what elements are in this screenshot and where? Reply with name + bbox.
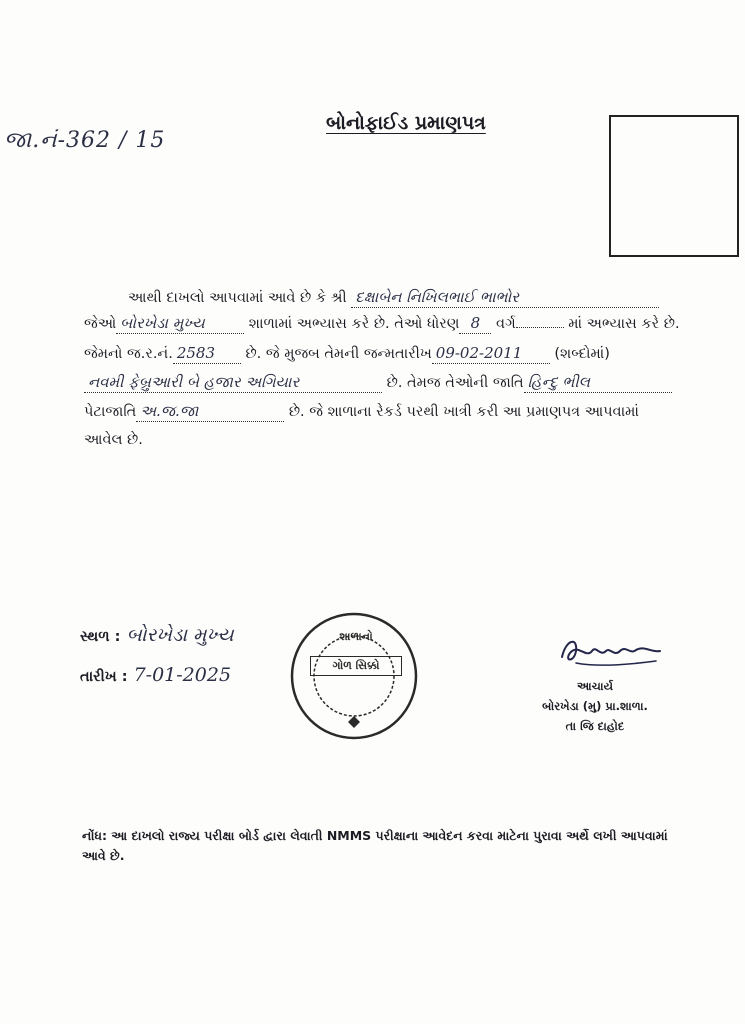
line2-suffix: માં અભ્યાસ કરે છે.: [568, 316, 680, 332]
line4-mid: છે. તેમજ તેઓની જાતિ: [386, 375, 524, 391]
page-title: બોનોફાઈડ પ્રમાણપત્ર: [326, 112, 486, 134]
stamp-line-1: શાળાનો: [339, 630, 373, 643]
body-line-1: [128, 287, 659, 308]
date-label: તારીખ :: [80, 669, 128, 685]
date-value: 7-01-2025: [133, 664, 232, 686]
line2-mid: શાળામાં અભ્યાસ કરે છે. તેઓ ધોરણ: [248, 316, 460, 332]
line3-prefix: જેમનો જ.ર.નં.: [84, 346, 173, 362]
caste-value: હિન્દુ ભીલ: [524, 372, 672, 393]
stamp-star-icon: [348, 716, 360, 728]
school-name: બોરખેડા મુખ્ય: [116, 313, 244, 334]
student-name: દક્ષાબેન નિખિલભાઈ ભાભોર: [351, 287, 659, 308]
principal-signature: [556, 633, 666, 669]
signatory-title: આચાર્ય: [576, 679, 614, 693]
body-line-6: આવેલ છે.: [84, 432, 143, 448]
line1-prefix: આથી દાખલો આપવામાં આવે છે કે શ્રી: [128, 290, 347, 306]
stamp-text: [310, 622, 402, 676]
signatory-district: તા જિ દાહોદ: [565, 719, 625, 733]
stamp-line-2: ગોળ સિક્કો: [310, 656, 402, 676]
line2-class-label: વર્ગ: [496, 316, 516, 332]
line5-suffix: છે. જે શાળાના રેકર્ડ પરથી ખાત્રી કરી આ પ્રમાણપત્ર આપવામાં: [288, 404, 639, 420]
body-line-2: [84, 313, 680, 334]
body-line-4: [84, 372, 672, 393]
date-row: [80, 664, 231, 686]
line3-mid: છે. જે મુજબ તેમની જન્મતારીખ: [245, 346, 432, 362]
body-line-3: [84, 343, 610, 364]
line5-prefix: પેટાજાતિ: [84, 404, 137, 420]
subcaste-value: અ.જ.જા: [136, 401, 284, 422]
photo-box: [609, 115, 739, 257]
signatory-school: બોરખેડા (મુ) પ્રા.શાળા.: [542, 699, 648, 713]
birth-date-words: નવમી ફેબ્રુઆરી બે હજાર અગિયાર: [84, 372, 382, 393]
place-row: [80, 624, 234, 646]
body-line-5: [84, 401, 639, 422]
line3-suffix: (શબ્દોમાં): [554, 346, 610, 362]
birth-date: 09-02-2011: [432, 343, 550, 364]
standard-value: 8: [459, 313, 491, 334]
place-label: સ્થળ :: [80, 629, 121, 645]
line2-prefix: જેઓ: [84, 316, 117, 332]
register-number: 2583: [173, 343, 241, 364]
division-value: [516, 327, 564, 328]
footer-note: નોંધ: આ દાખલો રાજ્ય પરીક્ષા બોર્ડ દ્વારા લેવાતી NMMS પરીક્ષાના આવેદન કરવા માટેના પુરાવા અર્થે લખી આપવામાં આવે છે.: [82, 828, 668, 863]
reference-number: જા.નં-362 / 15: [4, 128, 166, 153]
place-value: બોરખેડા મુખ્ય: [126, 624, 234, 646]
signature-block: [520, 676, 670, 736]
